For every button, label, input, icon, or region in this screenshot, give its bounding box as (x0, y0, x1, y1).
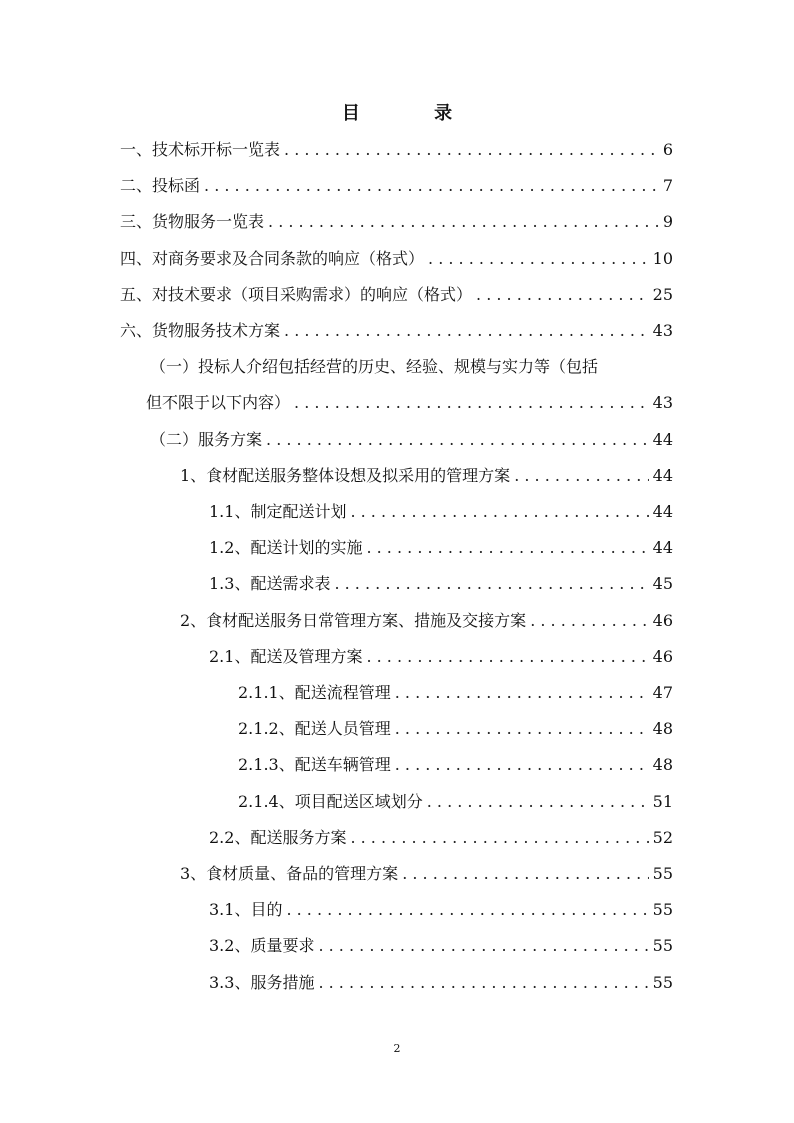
dot-leader (514, 464, 648, 488)
toc-entry-page: 55 (652, 972, 673, 992)
dot-leader (427, 790, 649, 814)
dot-leader (350, 500, 648, 524)
toc-entry-label: 2、食材配送服务日常管理方案、措施及交接方案 (180, 610, 527, 630)
toc-entry-label: 但不限于以下内容） (146, 393, 291, 413)
dot-leader (318, 971, 648, 995)
toc-entry-page: 48 (652, 719, 673, 739)
toc-entry-label: 1.2、配送计划的实施 (209, 538, 363, 558)
toc-entry-page: 47 (652, 683, 673, 702)
toc-entry-page: 52 (652, 827, 673, 847)
toc-entry-page: 44 (652, 465, 673, 485)
dot-leader (428, 247, 649, 271)
toc-entry-label: 一、技术标开标一览表 (120, 140, 281, 159)
toc-entry[interactable] (120, 174, 673, 198)
toc-entry[interactable] (180, 609, 673, 633)
dot-leader (366, 645, 648, 669)
dot-leader (294, 391, 649, 415)
toc-entry-label: 2.1.3、配送车辆管理 (238, 755, 391, 775)
toc-entry-label: 2.1.4、项目配送区域划分 (238, 791, 423, 811)
dot-leader (204, 174, 659, 198)
toc-entry-page: 7 (662, 176, 673, 196)
page-number: 2 (393, 1042, 401, 1055)
toc-entry-page: 45 (652, 574, 673, 594)
toc-entry-label: 3.1、目的 (209, 900, 283, 920)
toc-entry-page: 43 (652, 321, 673, 340)
toc-entry[interactable] (238, 790, 673, 814)
toc-entry[interactable] (238, 753, 673, 777)
dot-leader (476, 283, 649, 307)
toc-entry-label: 二、投标函 (120, 176, 201, 196)
toc-entry[interactable] (238, 681, 673, 705)
dot-leader (266, 428, 649, 452)
toc-entry-page: 46 (652, 610, 673, 630)
toc-entry[interactable] (150, 355, 673, 379)
toc-entry[interactable] (120, 210, 673, 234)
dot-leader (395, 753, 649, 777)
dot-leader (395, 681, 649, 705)
toc-entry-label: （二）服务方案 (150, 429, 263, 449)
dot-leader (334, 572, 648, 596)
toc-entry-page: 46 (652, 646, 673, 666)
toc-entry[interactable] (209, 826, 673, 850)
toc-entry[interactable] (209, 500, 673, 524)
toc-entry[interactable] (209, 645, 673, 669)
toc-entry-label: 三、货物服务一览表 (120, 212, 265, 232)
toc-entry[interactable] (120, 283, 673, 307)
toc-entry-label: 2.1.1、配送流程管理 (238, 683, 391, 702)
toc-entry-page: 55 (652, 864, 673, 883)
dot-leader (284, 138, 659, 162)
toc-entry-label: （一）投标人介绍包括经营的历史、经验、规模与实力等（包括 (150, 357, 599, 377)
toc-entry-page: 9 (662, 212, 673, 232)
toc-entry-label: 四、对商务要求及合同条款的响应（格式） (120, 248, 425, 268)
dot-leader (286, 898, 648, 922)
dot-leader (530, 609, 648, 633)
dot-leader (366, 536, 648, 560)
toc-entry[interactable] (150, 428, 673, 452)
dot-leader (318, 934, 648, 958)
toc-title: 目 录 (341, 103, 487, 124)
toc-entry-label: 五、对技术要求（项目采购需求）的响应（格式） (120, 284, 473, 304)
toc-entry-page: 51 (652, 791, 673, 811)
toc-entry-label: 1.1、制定配送计划 (209, 502, 347, 521)
toc-entry-page: 43 (652, 393, 673, 413)
toc-entry-page: 55 (652, 936, 673, 956)
toc-entry[interactable] (209, 898, 673, 922)
toc-entry-label: 2.1.2、配送人员管理 (238, 719, 391, 739)
toc-entry[interactable] (209, 536, 673, 560)
dot-leader (268, 210, 659, 234)
toc-entry[interactable] (209, 934, 673, 958)
dot-leader (395, 717, 649, 741)
toc-entry[interactable] (180, 862, 673, 886)
toc-entry[interactable] (180, 464, 673, 488)
toc-entry-label: 2.1、配送及管理方案 (209, 646, 363, 666)
dot-leader (402, 862, 648, 886)
toc-entry-page: 25 (652, 284, 673, 304)
toc-entry[interactable] (120, 319, 673, 343)
toc-entry-label: 1.3、配送需求表 (209, 574, 331, 594)
toc-entry-page: 44 (652, 538, 673, 558)
toc-entry-page: 44 (652, 502, 673, 521)
toc-entry[interactable] (209, 971, 673, 995)
dot-leader (350, 826, 648, 850)
toc-entry-label: 2.2、配送服务方案 (209, 827, 347, 847)
toc-entry-label: 3、食材质量、备品的管理方案 (180, 864, 399, 883)
toc-entry[interactable] (209, 572, 673, 596)
toc-entry-page: 6 (662, 140, 673, 159)
toc-entry-label: 1、食材配送服务整体设想及拟采用的管理方案 (180, 465, 511, 485)
toc-entry-label: 六、货物服务技术方案 (120, 321, 281, 340)
toc-entry[interactable] (120, 138, 673, 162)
toc-entry[interactable] (120, 247, 673, 271)
dot-leader (284, 319, 649, 343)
toc-entry-label: 3.2、质量要求 (209, 936, 315, 956)
toc-entry-page: 48 (652, 755, 673, 775)
toc-entry[interactable] (238, 717, 673, 741)
toc-entry[interactable] (146, 391, 673, 415)
toc-entry-page: 44 (652, 429, 673, 449)
toc-entry-label: 3.3、服务措施 (209, 972, 315, 992)
toc-entry-page: 55 (652, 900, 673, 920)
toc-entry-page: 10 (652, 248, 673, 268)
